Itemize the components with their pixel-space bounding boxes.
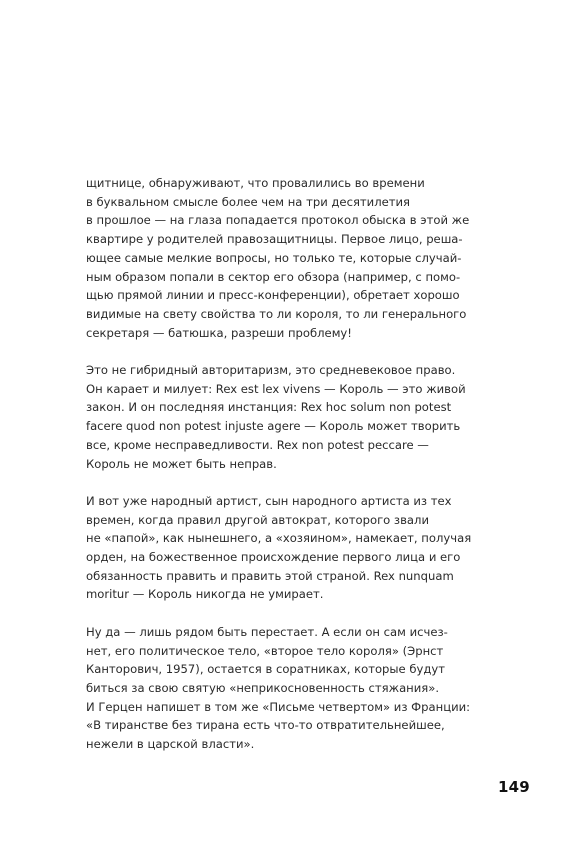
text-line: орден, на божественное происхождение первого лица и его (86, 550, 461, 565)
text-line: закон. И он последняя инстанция: Rex hoc solum non potest (86, 400, 452, 415)
text-line: Король не может быть неправ. (86, 456, 277, 471)
text-line: ным образом попали в сектор его обзора (например, с помо- (86, 269, 461, 284)
text-line: И вот уже народный артист, сын народного артиста из тех (86, 493, 452, 508)
text-line: не «папой», как нынешнего, а «хозяином», намекает, получая (86, 531, 472, 546)
text-line: щитнице, обнаруживают, что провалились во времени (86, 176, 425, 190)
text-line: квартире у родителей правозащитницы. Первое лицо, реша- (86, 232, 463, 247)
body-text (86, 174, 486, 772)
text-line: секретаря — батюшка, разреши проблему! (86, 325, 352, 340)
paragraph-3 (86, 492, 486, 604)
text-line: обязанность править и править этой страной. Rex nunquam (86, 568, 454, 583)
text-line: видимые на свету свойства то ли короля, то ли генерального (86, 306, 467, 321)
text-line: Это не гибридный авторитаризм, это средневековое право. (86, 363, 456, 378)
text-line: И Герцен напишет в том же «Письме четвертом» из Франции: (86, 699, 471, 714)
text-line: биться за свою святую «неприкосновенность стяжания». (86, 680, 440, 695)
text-line: facere quod non potest injuste agere — Король может творить (86, 419, 461, 434)
text-line: времен, когда правил другой автократ, которого звали (86, 512, 429, 527)
page-number: 149 (498, 778, 530, 796)
text-line: в буквальном смысле более чем на три десятилетия (86, 194, 411, 209)
paragraph-1 (86, 174, 486, 342)
text-line: нет, его политическое тело, «второе тело короля» (Эрнст (86, 643, 444, 658)
text-line: в прошлое — на глаза попадается протокол обыска в этой же (86, 213, 470, 228)
text-line: Он карает и милует: Rex est lex vivens — Король — это живой (86, 381, 466, 396)
text-line: moritur — Король никогда не умирает. (86, 587, 324, 602)
paragraph-2 (86, 361, 486, 473)
text-line: ющее самые мелкие вопросы, но только те, которые случай- (86, 250, 462, 265)
text-line: Ну да — лишь рядом быть перестает. А если он сам исчез- (86, 624, 448, 639)
text-line: все, кроме несправедливости. Rex non potest peccare — (86, 437, 429, 452)
text-line: Канторович, 1957), остается в соратниках, которые будут (86, 662, 446, 677)
paragraph-4 (86, 623, 486, 754)
text-line: «В тиранстве без тирана есть что-то отвратительнейшее, (86, 718, 445, 733)
text-line: нежели в царской власти». (86, 737, 255, 752)
text-line: щью прямой линии и пресс-конференции), обретает хорошо (86, 288, 460, 303)
